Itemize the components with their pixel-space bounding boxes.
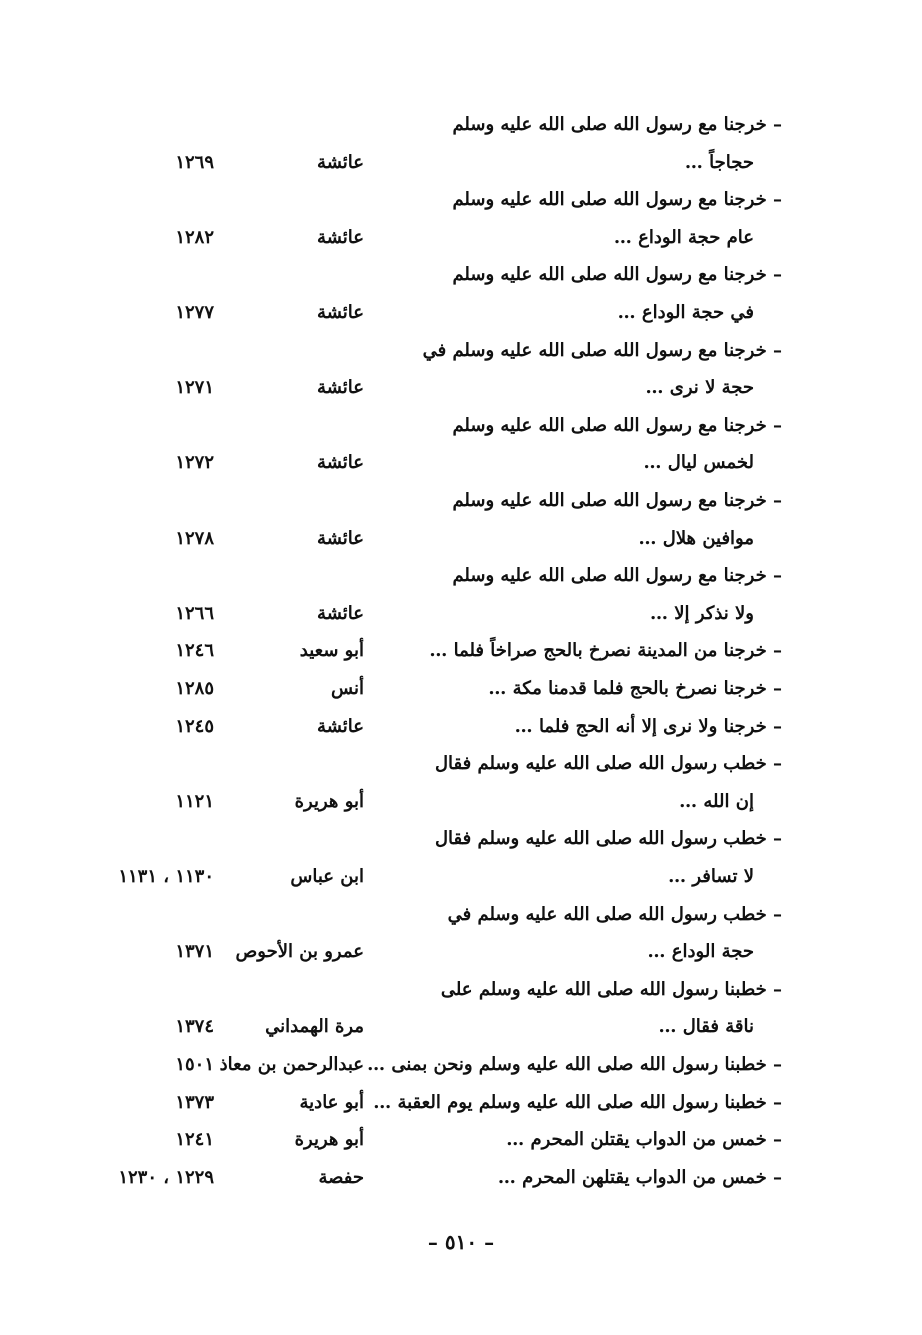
- entry-text-continuation: حجة لا نرى …: [645, 377, 754, 399]
- entry-text: – خرجنا مع رسول الله صلى الله عليه وسلم: [452, 414, 782, 436]
- entry-narrator: أبو سعيد: [299, 640, 364, 662]
- entry-narrator: ابن عباس: [290, 866, 364, 887]
- entry-text-continuation: موافين هلال …: [638, 527, 754, 549]
- entry-narrator: أبو عادية: [299, 1091, 364, 1113]
- entry-references: ١٢٨٢: [175, 226, 214, 248]
- entry-text: – خطب رسول الله صلى الله عليه وسلم في: [447, 903, 782, 925]
- entry-references: ١٢٤٦: [175, 640, 214, 662]
- entry-text-continuation: في حجة الوداع …: [617, 302, 754, 323]
- entry-text-continuation: عام حجة الوداع …: [613, 226, 754, 248]
- entry-text: – خطبنا رسول الله صلى الله عليه وسلم على: [440, 978, 782, 1000]
- entry-narrator: أنس: [331, 678, 364, 699]
- entry-narrator: أبو هريرة: [294, 790, 364, 812]
- entry-references: ١٣٧٤: [175, 1016, 214, 1038]
- entry-references: ١٢٨٥: [175, 678, 214, 699]
- entry-references: ١٢٧١: [175, 377, 214, 399]
- entry-narrator: عائشة: [317, 527, 364, 549]
- entry-text: – خطب رسول الله صلى الله عليه وسلم فقال: [434, 753, 782, 775]
- entry-narrator: عائشة: [317, 715, 364, 737]
- entry-narrator: عائشة: [317, 452, 364, 474]
- entry-text: – خرجنا نصرخ بالحج فلما قدمنا مكة …: [488, 678, 782, 699]
- entry-text-continuation: ناقة فقال …: [658, 1016, 754, 1038]
- entry-text: – خطب رسول الله صلى الله عليه وسلم فقال: [434, 828, 782, 850]
- entry-references: ١٣٧١: [175, 941, 214, 963]
- entry-references: ١٥٠١: [175, 1054, 214, 1075]
- entry-text-continuation: لخمس ليال …: [643, 452, 754, 474]
- entry-text-continuation: حجة الوداع …: [647, 941, 754, 963]
- entry-references: ١٢٤١: [175, 1129, 214, 1151]
- entry-text-continuation: إن الله …: [679, 790, 754, 812]
- entry-narrator: عائشة: [317, 151, 364, 173]
- entry-narrator: عائشة: [317, 302, 364, 323]
- entry-narrator: عبدالرحمن بن معاذ: [219, 1054, 364, 1075]
- entry-text: – خرجنا مع رسول الله صلى الله عليه وسلم: [452, 264, 782, 286]
- entry-text: – خرجنا من المدينة نصرخ بالحج صراخاً فلما …: [429, 640, 782, 662]
- entry-references: ١٢٦٦: [175, 602, 214, 624]
- entry-references: ١٣٧٣: [175, 1091, 214, 1113]
- entry-text: – خرجنا مع رسول الله صلى الله عليه وسلم في: [422, 339, 782, 361]
- entry-references: ١١٢١: [175, 790, 214, 812]
- entry-narrator: عائشة: [317, 226, 364, 248]
- entry-references: ١٢٤٥: [175, 715, 214, 737]
- entry-text-continuation: حجاجاً …: [684, 151, 754, 173]
- entry-text: – خرجنا مع رسول الله صلى الله عليه وسلم: [452, 565, 782, 587]
- page-number: – ٥١٠ –: [427, 1230, 495, 1254]
- entry-text: – خرجنا مع رسول الله صلى الله عليه وسلم: [452, 114, 782, 135]
- entry-text: – خمس من الدواب يقتلهن المحرم …: [497, 1166, 782, 1188]
- entry-narrator: مرة الهمداني: [265, 1016, 364, 1038]
- entry-text: – خمس من الدواب يقتلن المحرم …: [506, 1129, 782, 1151]
- entry-narrator: عائشة: [317, 377, 364, 399]
- entry-text: – خرجنا ولا نرى إلا أنه الحج فلما …: [514, 715, 782, 737]
- entry-references: ١٢٦٩: [175, 151, 214, 173]
- entry-references: ١٢٧٧: [175, 302, 214, 323]
- entry-references: ١١٣٠ ، ١١٣١: [118, 866, 214, 887]
- entry-references: ١٢٢٩ ، ١٢٣٠: [118, 1166, 214, 1188]
- entry-text-continuation: ولا نذكر إلا …: [650, 602, 754, 624]
- entry-narrator: أبو هريرة: [294, 1129, 364, 1151]
- entry-text-continuation: لا تسافر …: [668, 866, 754, 887]
- entry-narrator: عائشة: [317, 602, 364, 624]
- entry-text: – خطبنا رسول الله صلى الله عليه وسلم يوم العقبة …: [373, 1091, 782, 1113]
- entry-narrator: حفصة: [318, 1166, 364, 1188]
- entry-text: – خرجنا مع رسول الله صلى الله عليه وسلم: [452, 189, 782, 211]
- entry-text: – خرجنا مع رسول الله صلى الله عليه وسلم: [452, 490, 782, 511]
- entry-text: – خطبنا رسول الله صلى الله عليه وسلم ونحن بمنى …: [367, 1054, 782, 1075]
- entry-references: ١٢٧٢: [175, 452, 214, 474]
- entry-narrator: عمرو بن الأحوص: [235, 941, 364, 963]
- entry-references: ١٢٧٨: [175, 527, 214, 549]
